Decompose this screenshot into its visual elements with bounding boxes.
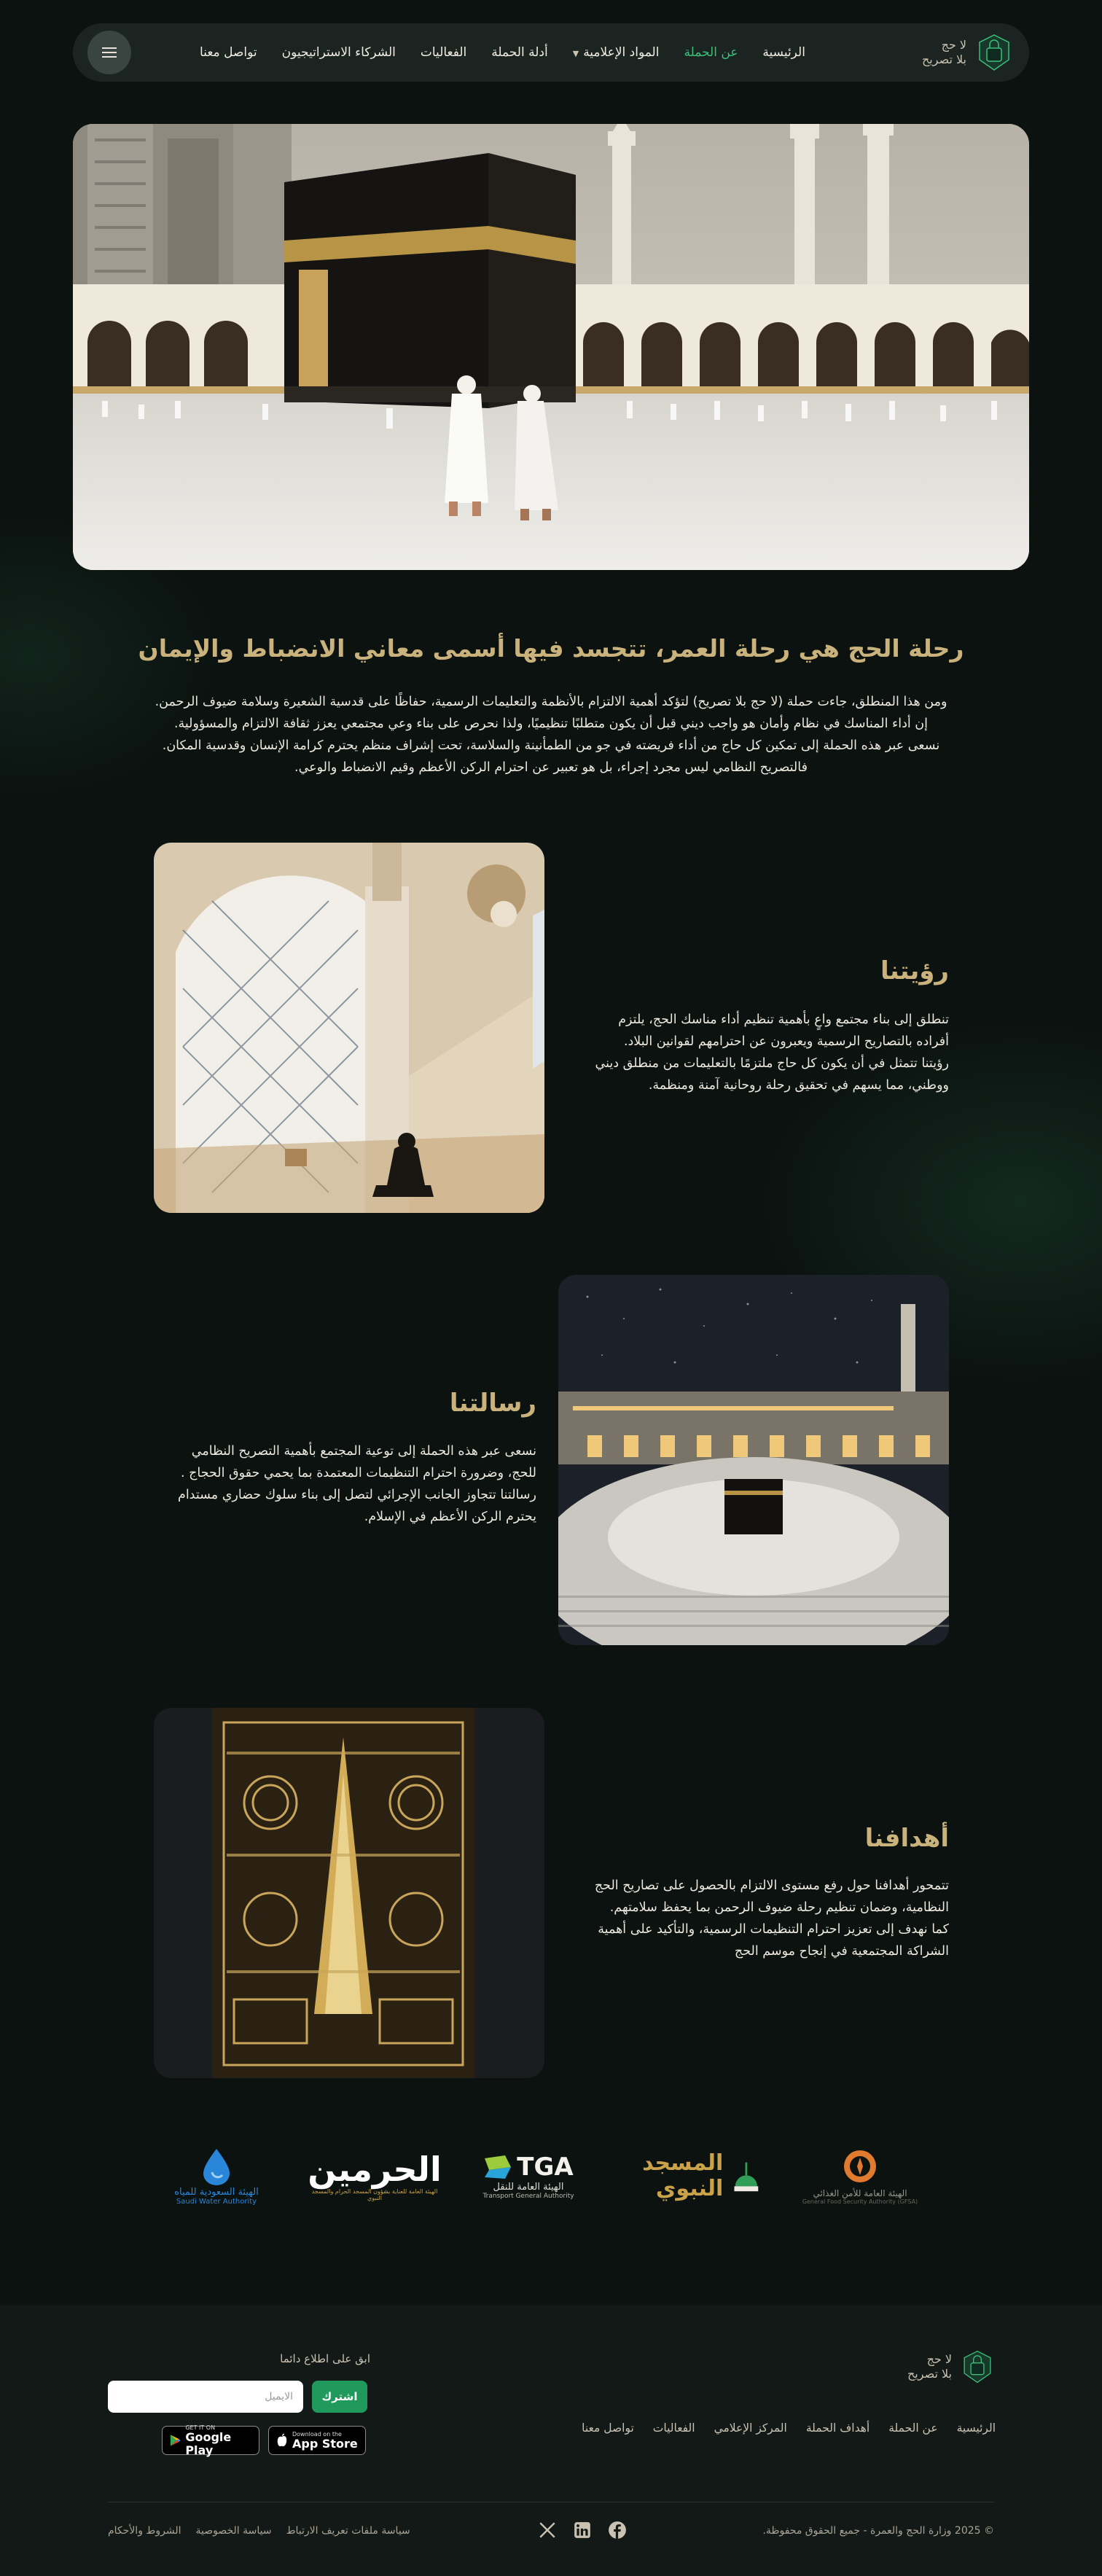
app-store-small: Download on the: [292, 2430, 342, 2438]
mission-line: رسالتنا تتجاوز الجانب الإجرائي لتصل إلى بناء سلوك حضاري مستدام: [177, 1488, 536, 1502]
saudi-water-name: الهيئة السعودية للمياه: [174, 2187, 259, 2198]
google-play-badge[interactable]: [162, 2426, 259, 2455]
mission-image: [558, 1275, 949, 1645]
prophet-mosque-name: المسجد النبوي: [642, 2150, 724, 2201]
menu-button[interactable]: [87, 31, 131, 74]
tga-name: TGA: [517, 2152, 574, 2182]
chevron-down-icon: ▼: [572, 49, 579, 58]
footer-logo[interactable]: [907, 2349, 996, 2385]
green-dome-logo-icon: [730, 2150, 762, 2201]
mosque-window-illustration: [154, 843, 544, 1213]
footer-link-about[interactable]: عن الحملة: [888, 2421, 938, 2435]
partner-tga[interactable]: [474, 2136, 583, 2216]
water-drop-logo-icon: [193, 2146, 240, 2187]
google-play-big: Google Play: [185, 2429, 232, 2457]
vision-title: رؤيتنا: [880, 956, 949, 985]
goals-line: كما نهدف إلى تعزيز احترام التنظيمات الرسمية، والتأكيد على أهمية: [598, 1922, 949, 1937]
hamburger-icon: [102, 52, 117, 53]
vision-line: تنطلق إلى بناء مجتمع واعٍ بأهمية تنظيم أداء مناسك الحج، يلتزم: [618, 1012, 949, 1027]
vision-text: [555, 1009, 949, 1096]
gfsa-name: الهيئة العامة للأمن الغذائي: [813, 2187, 907, 2198]
vision-line: رؤيتنا تتمثل في أن يكون كل حاج ملتزمًا بالتعليمات من منطلق ديني: [595, 1056, 949, 1071]
kaaba-door-illustration: [154, 1708, 544, 2078]
footer-links: [582, 2421, 996, 2435]
mission-line: للحج، وضرورة احترام التنظيمات المعتمدة بما يحمي حقوق الحجاج .: [180, 1466, 536, 1480]
footer: [0, 2305, 1102, 2576]
nav-item-events[interactable]: الفعاليات: [420, 45, 467, 60]
mission-line: يحترم الركن الأعظم في الإسلام.: [364, 1510, 536, 1524]
goals-text: [555, 1875, 949, 1962]
google-play-small: GET IT ON: [185, 2424, 216, 2431]
terms-link[interactable]: الشروط والأحكام: [108, 2525, 181, 2537]
intro-body: [131, 691, 971, 778]
logo-line-1: لا حج: [941, 38, 966, 52]
nav-item-media-label: المواد الإعلامية: [583, 45, 660, 60]
logo-line-2: بلا تصريح: [921, 52, 966, 66]
goals-line: تتمحور أهدافنا حول رفع مستوى الالتزام بالحصول على تصاريح الحج: [594, 1878, 949, 1893]
newsletter-form: [108, 2381, 367, 2413]
intro-line: إن أداء المناسك في نظام وأمان هو واجب ديني قبل أن يكون متطلبًا تنظيميًا، ولذا نحرص على بناء وعي مجتمعي يعزز ثقافة الالتزام والمسؤولية.: [173, 717, 929, 731]
gfsa-sub: General Food Security Authority (GFSA): [802, 2198, 918, 2205]
hero-image: [73, 124, 1029, 570]
subscribe-button[interactable]: اشترك: [312, 2381, 367, 2413]
saudi-water-sub: Saudi Water Authority: [176, 2198, 257, 2206]
footer-link-media-center[interactable]: المركز الإعلامي: [714, 2421, 787, 2435]
facebook-icon[interactable]: [608, 2521, 627, 2540]
mission-title: رسالتنا: [449, 1389, 536, 1418]
copyright-text: © 2025 وزارة الحج والعمرة - جميع الحقوق محفوظة.: [762, 2525, 994, 2537]
nav-item-contact[interactable]: تواصل معنا: [200, 45, 257, 60]
apple-icon: [276, 2433, 288, 2448]
mission-text: [143, 1440, 536, 1528]
app-store-big: App Store: [292, 2436, 358, 2451]
nav-item-home[interactable]: الرئيسية: [762, 45, 805, 60]
vision-image: [154, 843, 544, 1213]
partner-saudi-water[interactable]: [162, 2136, 271, 2216]
footer-logo-line-2: بلا تصريح: [907, 2367, 952, 2381]
vision-line: أفراده بالتصاريح الرسمية ويعبرون عن احترامهم لقوانين البلاد.: [623, 1034, 949, 1049]
legal-links: [108, 2525, 410, 2537]
goals-title: أهدافنا: [864, 1824, 949, 1853]
linkedin-icon[interactable]: [573, 2521, 592, 2540]
nav-item-guides[interactable]: أدلة الحملة: [491, 45, 548, 60]
mission-line: نسعى عبر هذه الحملة إلى توعية المجتمع بأهمية التصريح النظامي: [191, 1444, 536, 1459]
nav-item-about[interactable]: عن الحملة: [684, 45, 738, 60]
x-icon[interactable]: [538, 2521, 557, 2540]
newsletter-label: ابق على اطلاع دائما: [280, 2352, 370, 2365]
cookies-link[interactable]: سياسة ملفات تعريف الارتباط: [286, 2525, 410, 2537]
footer-logo-line-1: لا حج: [926, 2352, 952, 2366]
tga-logo-icon: [483, 2154, 512, 2180]
partners-strip: [0, 2136, 1102, 2223]
goals-line: النظامية، وضمان تنظيم رحلة ضيوف الرحمن بما يحفظ سلامتهم.: [609, 1900, 949, 1915]
nav-links: [200, 45, 805, 60]
footer-link-contact[interactable]: تواصل معنا: [582, 2421, 634, 2435]
partner-haramain[interactable]: [302, 2136, 448, 2216]
intro-line: ومن هذا المنطلق، جاءت حملة (لا حج بلا تصريح) لتؤكد أهمية الالتزام بالأنظمة والتعليمات الرسمية، حفاظًا على قدسية الشعيرة وسلامة ضيوف الرحمن.: [155, 695, 947, 709]
site-logo[interactable]: [922, 32, 1015, 73]
gfsa-logo-icon: [838, 2147, 882, 2188]
footer-link-events[interactable]: الفعاليات: [652, 2421, 695, 2435]
app-store-badge[interactable]: [268, 2426, 366, 2455]
tga-sub-ar: الهيئة العامة للنقل: [493, 2181, 564, 2193]
haramain-name: الحرمين: [308, 2150, 442, 2189]
privacy-link[interactable]: سياسة الخصوصية: [195, 2525, 272, 2537]
social-links: [538, 2521, 627, 2540]
goals-line: الشراكة المجتمعية في إنجاح موسم الحج: [734, 1944, 949, 1959]
google-play-icon: [170, 2433, 181, 2448]
intro-line: فالتصريح النظامي ليس مجرد إجراء، بل هو تعبير عن احترام الركن الأعظم وقيم الانضباط والوعي.: [294, 760, 808, 775]
nav-item-partners[interactable]: الشركاء الاستراتيجيون: [281, 45, 396, 60]
goals-image: [154, 1708, 544, 2078]
footer-link-home[interactable]: الرئيسية: [956, 2421, 996, 2435]
intro-line: نسعى عبر هذه الحملة إلى تمكين كل حاج من أداء فريضته في جو من الطمأنينة والسلاسة، تحت إشراف منظم يحترم كرامة الإنسان وقدسية المكان.: [162, 738, 940, 753]
app-store-badges: [162, 2426, 366, 2455]
email-input[interactable]: [108, 2381, 303, 2413]
haram-night-illustration: [558, 1275, 949, 1645]
partner-gfsa[interactable]: [802, 2136, 918, 2216]
intro-title: رحلة الحج هي رحلة العمر، تتجسد فيها أسمى معاني الانضباط والإيمان: [138, 634, 964, 663]
vision-line: ووطني، مما يسهم في تحقيق رحلة روحانية آمنة ومنظمة.: [648, 1078, 949, 1093]
logo-emblem-icon: [959, 2349, 996, 2385]
partner-prophet-mosque[interactable]: [617, 2136, 762, 2216]
top-navbar: [73, 23, 1029, 82]
logo-emblem-icon: [974, 32, 1015, 73]
haramain-sub: الهيئة العامة للعناية بشؤون المسجد الحرام والمسجد النبوي: [311, 2188, 438, 2201]
nav-item-media[interactable]: [573, 45, 660, 60]
tga-sub: Transport General Authority: [482, 2192, 574, 2200]
hero-kaaba-illustration: [73, 124, 1029, 570]
footer-link-goals[interactable]: أهداف الحملة: [805, 2421, 870, 2435]
